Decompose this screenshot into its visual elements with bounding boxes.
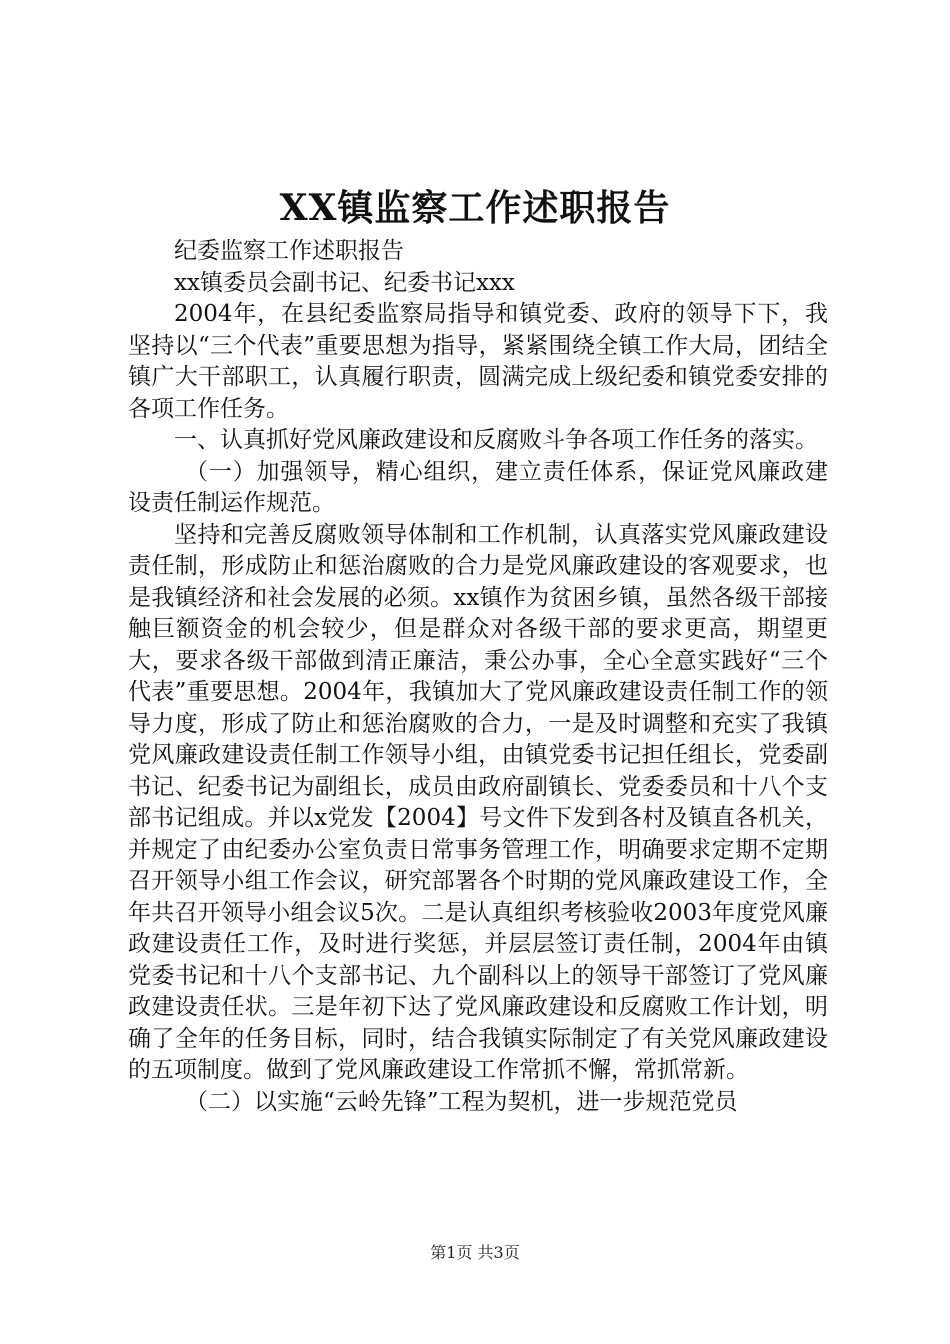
subsection-heading-2: （二）以实施“云岭先锋”工程为契机，进一步规范党员 xyxy=(185,1088,738,1115)
page-footer: 第1页 共3页 xyxy=(430,1243,520,1262)
section-heading-1: 一、认真抓好党风廉政建设和反腐败斗争各项工作任务的落实。 xyxy=(174,427,818,453)
paragraph-author: xx镇委员会副书记、纪委书记xxx xyxy=(174,269,515,296)
paragraph-report-name: 纪委监察工作述职报告 xyxy=(174,238,404,264)
document-body xyxy=(128,236,828,1118)
subsection-heading-1: （一）加强领导，精心组织，建立责任体系，保证党风廉政建设责任制运作规范。 xyxy=(128,458,828,516)
paragraph-intro: 2004年，在县纪委监察局指导和镇党委、政府的领导下下，我坚持以“三个代表”重要思想为指导，紧紧围绕全镇工作大局，团结全镇广大干部职工，认真履行职责，圆满完成上级纪委和镇党委安排的各项工作任务。 xyxy=(128,301,828,422)
document-title: XX镇监察工作述职报告 xyxy=(279,187,671,229)
paragraph-body: 坚持和完善反腐败领导体制和工作机制，认真落实党风廉政建设责任制，形成防止和惩治腐败的合力是党风廉政建设的客观要求，也是我镇经济和社会发展的必须。xx镇作为贫困乡镇，虽然各级干部接触巨额资金的机会较少，但是群众对各级干部的要求更高，期望更大，要求各级干部做到清正廉洁，秉公办事，全心全意实践好“三个代表”重要思想。2004年，我镇加大了党风廉政建设责任制工作的领导力度，形成了防止和惩治腐败的合力，一是及时调整和充实了我镇党风廉政建设责任制工作领导小组，由镇党委书记担任组长，党委副书记、纪委书记为副组长，成员由政府副镇长、党委委员和十八个支部书记组成。并以x党发【2004】号文件下发到各村及镇直各机关，并规定了由纪委办公室负责日常事务管理工作，明确要求定期不定期召开领导小组工作会议，研究部署各个时期的党风廉政建设工作，全年共召开领导小组会议5次。二是认真组织考核验收2003年度党风廉政建设责任工作，及时进行奖惩，并层层签订责任制，2004年由镇党委书记和十八个支部书记、九个副科以上的领导干部签订了党风廉政建设责任状。三是年初下达了党风廉政建设和反腐败工作计划，明确了全年的任务目标，同时，结合我镇实际制定了有关党风廉政建设的五项制度。做到了党风廉政建设工作常抓不懈，常抓常新。 xyxy=(128,521,828,1083)
